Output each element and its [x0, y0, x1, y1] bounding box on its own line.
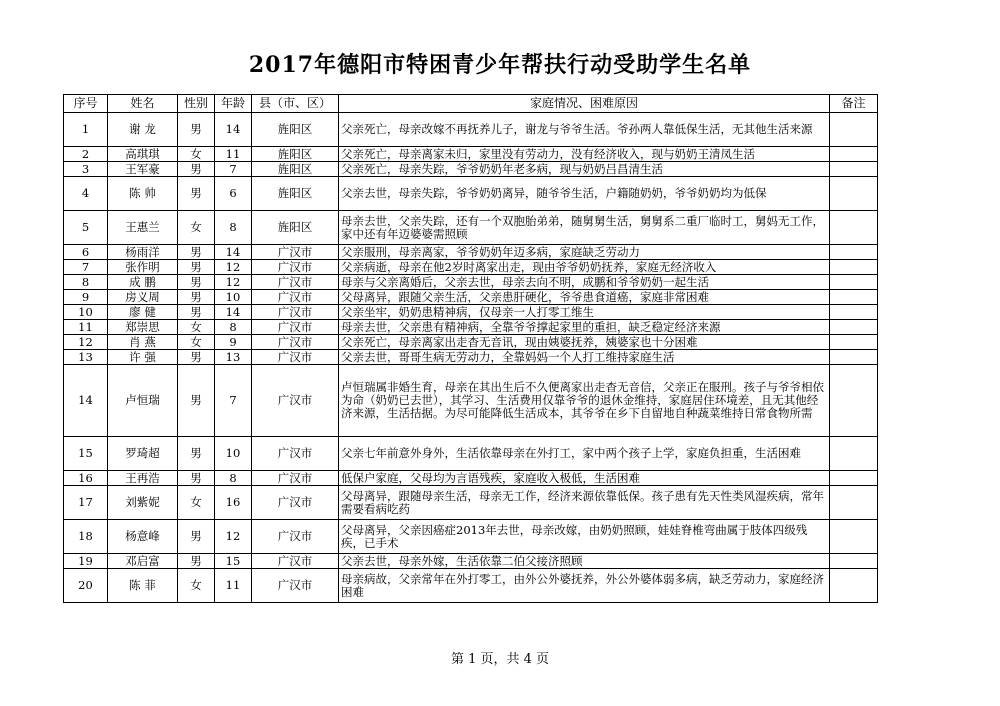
cell-reason: 父亲服刑，母亲离家，爷爷奶奶年迈多病，家庭缺乏劳动力	[339, 245, 830, 260]
cell-remark	[830, 486, 878, 520]
cell-no: 14	[64, 365, 108, 437]
cell-reason: 母亲去世，父亲失踪，还有一个双胞胎弟弟，随舅舅生活，舅舅系二重厂临时工，舅妈无工作，家中还有年迈婆婆需照顾	[339, 211, 830, 245]
cell-remark	[830, 245, 878, 260]
cell-county: 广汉市	[252, 350, 339, 365]
cell-name: 郑崇思	[108, 320, 178, 335]
header-remark: 备注	[830, 95, 878, 113]
cell-reason: 父亲死亡，母亲离家出走杳无音讯，现由姨婆抚养，姨婆家也十分困难	[339, 335, 830, 350]
table-row	[64, 365, 878, 437]
cell-age: 11	[215, 147, 252, 162]
cell-no: 11	[64, 320, 108, 335]
cell-gender: 女	[178, 320, 215, 335]
table-row	[64, 177, 878, 211]
header-gender: 性别	[178, 95, 215, 113]
cell-gender: 男	[178, 245, 215, 260]
cell-remark	[830, 275, 878, 290]
cell-age: 14	[215, 305, 252, 320]
cell-remark	[830, 320, 878, 335]
cell-remark	[830, 520, 878, 554]
cell-reason: 父亲病逝，母亲在他2岁时离家出走，现由爷爷奶奶抚养，家庭无经济收入	[339, 260, 830, 275]
cell-name: 成 鹏	[108, 275, 178, 290]
cell-name: 邓启富	[108, 554, 178, 569]
cell-gender: 男	[178, 365, 215, 437]
table-row	[64, 486, 878, 520]
cell-remark	[830, 290, 878, 305]
cell-no: 19	[64, 554, 108, 569]
cell-remark	[830, 437, 878, 471]
cell-reason: 父母离异，父亲因癌症2013年去世，母亲改嫁，由奶奶照顾，娃娃脊椎弯曲属于肢体四级残疾，已手术	[339, 520, 830, 554]
cell-no: 9	[64, 290, 108, 305]
cell-age: 15	[215, 554, 252, 569]
table-row	[64, 290, 878, 305]
cell-name: 罗琦超	[108, 437, 178, 471]
cell-name: 肖 燕	[108, 335, 178, 350]
cell-reason: 父亲去世，母亲外嫁，生活依靠二伯父接济照顾	[339, 554, 830, 569]
header-reason: 家庭情况、困难原因	[339, 95, 830, 113]
cell-age: 8	[215, 211, 252, 245]
cell-gender: 女	[178, 335, 215, 350]
cell-no: 3	[64, 162, 108, 177]
table-row	[64, 275, 878, 290]
header-county: 县（市、区）	[252, 95, 339, 113]
cell-name: 卢恒瑞	[108, 365, 178, 437]
cell-gender: 女	[178, 569, 215, 603]
cell-reason: 卢恒瑞属非婚生育，母亲在其出生后不久便离家出走杳无音信，父亲正在服刑。孩子与爷爷相依为命（奶奶已去世），其学习、生活费用仅靠爷爷的退休金维持，家庭居住环境差，且无其他经济来源，生活拮据。为尽可能降低生活成本，其爷爷在乡下自留地自种蔬菜维持日常食物所需	[339, 365, 830, 437]
cell-county: 旌阳区	[252, 162, 339, 177]
table-row	[64, 211, 878, 245]
cell-county: 旌阳区	[252, 113, 339, 147]
cell-reason: 母亲与父亲离婚后，父亲去世，母亲去向不明，成鹏和爷爷奶奶一起生活	[339, 275, 830, 290]
table-row	[64, 554, 878, 569]
cell-name: 王再浩	[108, 471, 178, 486]
cell-age: 7	[215, 162, 252, 177]
cell-county: 广汉市	[252, 290, 339, 305]
cell-no: 5	[64, 211, 108, 245]
table-row	[64, 113, 878, 147]
cell-gender: 男	[178, 305, 215, 320]
page-footer: 第 1 页，共 4 页	[450, 652, 550, 667]
cell-county: 广汉市	[252, 305, 339, 320]
table-row	[64, 260, 878, 275]
cell-county: 旌阳区	[252, 177, 339, 211]
cell-reason: 父母离异，跟随父亲生活，父亲患肝硬化，爷爷患食道癌，家庭非常困难	[339, 290, 830, 305]
cell-no: 6	[64, 245, 108, 260]
header-age: 年龄	[215, 95, 252, 113]
cell-name: 张作明	[108, 260, 178, 275]
cell-gender: 女	[178, 147, 215, 162]
cell-age: 12	[215, 260, 252, 275]
cell-name: 杨意峰	[108, 520, 178, 554]
cell-gender: 男	[178, 471, 215, 486]
cell-no: 10	[64, 305, 108, 320]
cell-name: 王军豪	[108, 162, 178, 177]
cell-county: 旌阳区	[252, 147, 339, 162]
cell-name: 王惠兰	[108, 211, 178, 245]
cell-gender: 男	[178, 113, 215, 147]
header-no: 序号	[64, 95, 108, 113]
cell-reason: 母亲去世，父亲患有精神病，全靠爷爷撑起家里的重担，缺乏稳定经济来源	[339, 320, 830, 335]
cell-no: 2	[64, 147, 108, 162]
cell-no: 18	[64, 520, 108, 554]
cell-age: 12	[215, 275, 252, 290]
table-row	[64, 520, 878, 554]
table-row	[64, 471, 878, 486]
cell-county: 广汉市	[252, 335, 339, 350]
table-row	[64, 305, 878, 320]
cell-name: 刘紫妮	[108, 486, 178, 520]
cell-county: 广汉市	[252, 245, 339, 260]
cell-name: 许 强	[108, 350, 178, 365]
table-row	[64, 335, 878, 350]
cell-no: 8	[64, 275, 108, 290]
header-row	[64, 95, 878, 113]
cell-reason: 父亲死亡，母亲改嫁不再抚养儿子，谢龙与爷爷生活。爷孙两人靠低保生活，无其他生活来源	[339, 113, 830, 147]
cell-remark	[830, 471, 878, 486]
cell-no: 1	[64, 113, 108, 147]
cell-remark	[830, 365, 878, 437]
cell-no: 20	[64, 569, 108, 603]
cell-reason: 母亲病故，父亲常年在外打零工，由外公外婆抚养，外公外婆体弱多病，缺乏劳动力，家庭经济困难	[339, 569, 830, 603]
cell-name: 高琪琪	[108, 147, 178, 162]
cell-name: 谢 龙	[108, 113, 178, 147]
cell-no: 7	[64, 260, 108, 275]
cell-gender: 男	[178, 350, 215, 365]
cell-reason: 父亲七年前意外身外，生活依靠母亲在外打工，家中两个孩子上学，家庭负担重，生活困难	[339, 437, 830, 471]
cell-gender: 男	[178, 162, 215, 177]
cell-age: 9	[215, 335, 252, 350]
cell-age: 8	[215, 471, 252, 486]
cell-age: 8	[215, 320, 252, 335]
cell-name: 陈 帅	[108, 177, 178, 211]
cell-reason: 父亲死亡，母亲离家未归，家里没有劳动力，没有经济收入，现与奶奶王清凤生活	[339, 147, 830, 162]
cell-age: 11	[215, 569, 252, 603]
table-row	[64, 437, 878, 471]
cell-remark	[830, 147, 878, 162]
cell-remark	[830, 260, 878, 275]
cell-age: 14	[215, 113, 252, 147]
cell-age: 16	[215, 486, 252, 520]
page-title: 2017年德阳市特困青少年帮扶行动受助学生名单	[248, 52, 752, 78]
student-table	[63, 94, 878, 603]
cell-remark	[830, 162, 878, 177]
cell-county: 广汉市	[252, 486, 339, 520]
cell-county: 广汉市	[252, 260, 339, 275]
cell-gender: 男	[178, 290, 215, 305]
cell-name: 房义周	[108, 290, 178, 305]
cell-remark	[830, 350, 878, 365]
cell-gender: 男	[178, 520, 215, 554]
table-row	[64, 147, 878, 162]
cell-age: 10	[215, 437, 252, 471]
table-row	[64, 350, 878, 365]
cell-county: 广汉市	[252, 471, 339, 486]
cell-name: 杨雨洋	[108, 245, 178, 260]
cell-remark	[830, 569, 878, 603]
cell-county: 广汉市	[252, 520, 339, 554]
cell-reason: 父亲坐牢，奶奶患精神病，仅母亲一人打零工维生	[339, 305, 830, 320]
cell-age: 6	[215, 177, 252, 211]
cell-name: 陈 菲	[108, 569, 178, 603]
cell-age: 10	[215, 290, 252, 305]
cell-gender: 男	[178, 177, 215, 211]
cell-county: 广汉市	[252, 365, 339, 437]
cell-no: 4	[64, 177, 108, 211]
cell-no: 13	[64, 350, 108, 365]
cell-reason: 父亲死亡，母亲失踪，爷爷奶奶年老多病，现与奶奶吕昌清生活	[339, 162, 830, 177]
cell-county: 广汉市	[252, 437, 339, 471]
cell-no: 12	[64, 335, 108, 350]
cell-county: 广汉市	[252, 554, 339, 569]
table-row	[64, 320, 878, 335]
cell-age: 12	[215, 520, 252, 554]
cell-county: 旌阳区	[252, 211, 339, 245]
cell-county: 广汉市	[252, 569, 339, 603]
cell-gender: 女	[178, 486, 215, 520]
cell-age: 7	[215, 365, 252, 437]
cell-reason: 父母离异，跟随母亲生活，母亲无工作，经济来源依靠低保。孩子患有先天性类风湿疾病，常年需要看病吃药	[339, 486, 830, 520]
cell-name: 廖 健	[108, 305, 178, 320]
cell-no: 15	[64, 437, 108, 471]
cell-gender: 男	[178, 554, 215, 569]
table-row	[64, 162, 878, 177]
cell-reason: 父亲去世，母亲失踪，爷爷奶奶离异，随爷爷生活，户籍随奶奶，爷爷奶奶均为低保	[339, 177, 830, 211]
cell-no: 16	[64, 471, 108, 486]
cell-no: 17	[64, 486, 108, 520]
cell-reason: 父亲去世，哥哥生病无劳动力，全靠妈妈一个人打工维持家庭生活	[339, 350, 830, 365]
cell-remark	[830, 554, 878, 569]
cell-remark	[830, 335, 878, 350]
cell-reason: 低保户家庭，父母均为言语残疾，家庭收入极低，生活困难	[339, 471, 830, 486]
cell-county: 广汉市	[252, 275, 339, 290]
cell-gender: 男	[178, 437, 215, 471]
cell-gender: 女	[178, 211, 215, 245]
table-row	[64, 245, 878, 260]
cell-remark	[830, 177, 878, 211]
cell-gender: 男	[178, 275, 215, 290]
cell-gender: 男	[178, 260, 215, 275]
cell-remark	[830, 211, 878, 245]
cell-county: 广汉市	[252, 320, 339, 335]
cell-age: 13	[215, 350, 252, 365]
cell-age: 14	[215, 245, 252, 260]
cell-remark	[830, 113, 878, 147]
table-row	[64, 569, 878, 603]
cell-remark	[830, 305, 878, 320]
header-name: 姓名	[108, 95, 178, 113]
